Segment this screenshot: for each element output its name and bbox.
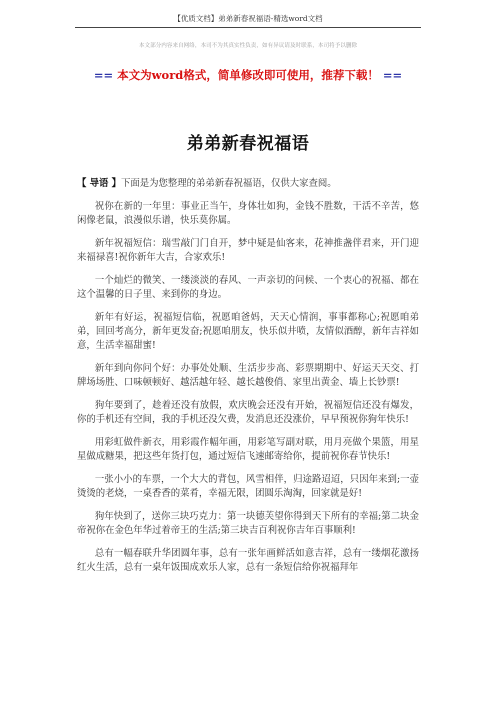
document-title: 弟弟新春祝福语 xyxy=(186,134,310,154)
body-paragraph: 用彩虹做件新衣，用彩霞作幅年画，用彩笔写副对联，用月亮做个果篮，用星星做成糖果，把这些年货打包，通过短信飞速邮寄给你，提前祝你春节快乐! xyxy=(77,437,419,463)
body-paragraph: 狗年要到了，趁着还没有放假，欢庆晚会还没有开始，祝福短信还没有爆发，你的手机还有空间，我的手机还没欠费，发消息还没涨价，早早预祝你狗年快乐! xyxy=(77,400,419,426)
body-paragraph: 总有一幅春联升华团圆年事，总有一张年画鲜活如意吉祥，总有一缕烟花激扬红火生活，总有一桌年饭围成欢乐人家，总有一条短信给你祝福拜年 xyxy=(77,548,419,574)
body-paragraph: 一个灿烂的微笑、一缕淡淡的春风、一声亲切的问候、一个衷心的祝福、都在这个温馨的日子里、来到你的身边。 xyxy=(77,274,419,300)
banner-text: 本文为word格式，简单修改即可使用，推荐下载！ xyxy=(117,68,379,82)
document-body xyxy=(77,177,419,584)
body-paragraph: 狗年快到了，送你三块巧克力：第一块德芙望你得到天下所有的幸福;第二块金帝祝你在金色年华过着帝王的生活;第三块吉百利祝你吉年百事顺利! xyxy=(77,511,419,537)
banner-left-mark: == xyxy=(93,68,114,82)
body-paragraph: 新年祝福短信：瑞雪敲门门自开，梦中疑是仙客来，花神推盏伴君来，开门迎来福禄喜!祝你新年大吉，合家欢乐! xyxy=(77,237,419,263)
body-paragraph: 新年有好运，祝福短信临，祝愿咱爸妈，天天心情润，事事都称心;祝愿咱弟弟，回回考高分，新年更发奋;祝愿咱朋友，快乐似井喷，友情似酒醇，新年吉祥如意，生活幸福甜蜜! xyxy=(77,311,419,352)
intro-paragraph xyxy=(77,177,419,191)
banner-right-mark: == xyxy=(382,68,403,82)
intro-text: 下面是为您整理的弟弟新春祝福语，仅供大家查阅。 xyxy=(121,178,337,189)
copyright-notice: 本文部分内容来自网络，本司不为其真实性负责，如有异议请及时联系，本司将予以删除 xyxy=(138,43,358,49)
intro-label: 【 导语 】 xyxy=(77,178,122,189)
body-paragraph: 祝你在新的一年里：事业正当午，身体壮如狗，金钱不胜数，干活不辛苦，悠闲像老鼠，浪漫似乐谱，快乐莫你属。 xyxy=(77,200,419,226)
page-header: 【优质文档】弟弟新春祝福语-精选word文档 xyxy=(75,14,421,28)
body-paragraph: 新年到向你问个好：办事处处顺、生活步步高、彩票期期中、好运天天交、打牌场场胜、口味顿顿好、越活越年轻、越长越俊俏、家里出黄金、墙上长钞票! xyxy=(77,363,419,389)
body-paragraph: 一张小小的车票，一个大大的背包，风雪相伴，归途路迢迢，只因年来到;一壶烫烫的老烧，一桌香香的菜肴，幸福无限，团圆乐淘淘，回家就是好! xyxy=(77,474,419,500)
promo-banner xyxy=(60,67,436,83)
